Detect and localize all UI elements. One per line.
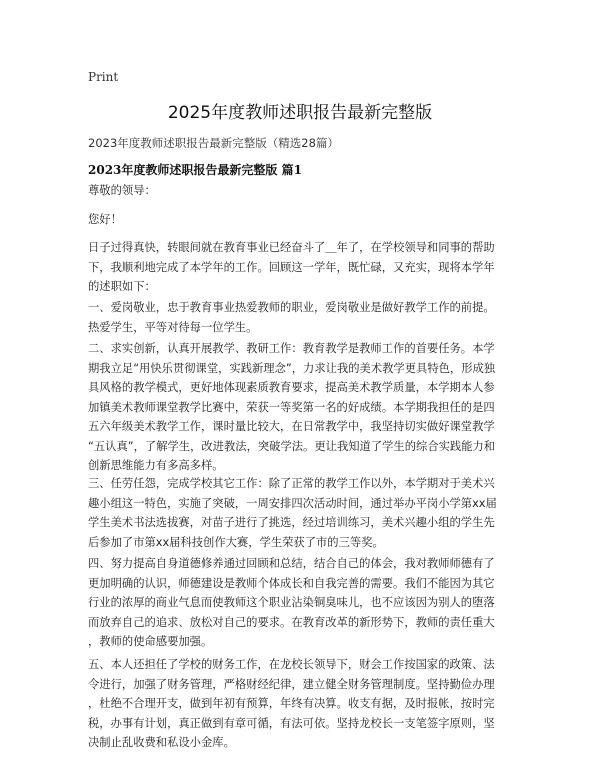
- paragraph-line: 趣小组这一特色，实施了突破，一周安排四次活动时间，通过举办平岗小学第xx届: [88, 496, 497, 510]
- section-one-paragraph: [88, 298, 518, 337]
- paragraph-line: 税，办事有计划，真正做到有章可循，有法可依。坚持龙校长一支笔签字原则，坚: [88, 716, 495, 730]
- paragraph-line: 日子过得真快，转眼间就在教育事业已经奋斗了＿年了，在学校领导和同事的帮助: [88, 241, 495, 254]
- section-five-paragraph: [88, 655, 518, 753]
- print-link[interactable]: Print: [88, 70, 119, 84]
- section-four-paragraph: [88, 554, 518, 652]
- paragraph-line: 尊敬的领导：: [88, 184, 156, 197]
- document-subtitle: 2023年度教师述职报告最新完整版（精选28篇）: [88, 136, 339, 150]
- paragraph-line: ，杜绝不合理开支，做到年初有预算，年终有决算。收支有据，及时报帐，按时完: [88, 697, 495, 710]
- greeting-paragraph: [88, 210, 518, 230]
- paragraph-line: 一、爱岗敬业，忠于教育事业热爱教师的职业，爱岗敬业是做好教学工作的前提。: [88, 301, 495, 314]
- paragraph-line: 学生美术书法选拔赛，对苗子进行了挑选，经过培训练习，美术兴趣小组的学生先: [88, 516, 495, 529]
- paragraph-line: 决制止乱收费和私设小金库。: [88, 736, 235, 749]
- paragraph-line: 加镇美术教师课堂教学比赛中，荣获一等奖第一名的好成绩。本学期我担任的是四: [88, 400, 495, 414]
- paragraph-line: 令进行，加强了财务管理，严格财经纪律，建立健全财务管理制度。坚持勤俭办理: [88, 677, 495, 691]
- paragraph-line: 行业的浓厚的商业气息而使教师这个职业沾染铜臭味儿，也不应该因为别人的堕落: [88, 596, 495, 609]
- paragraph-line: 您好！: [88, 213, 122, 226]
- paragraph-line: “五认真”，了解学生，改进教法，突破学法。更让我知道了学生的综合实践能力和: [88, 439, 496, 453]
- paragraph-line: 后参加了市第xx届科技创作大赛，学生荣获了市的三等奖。: [88, 535, 384, 549]
- paragraph-line: 期我立足“用快乐贯彻课堂，实践新理念”，力求让我的美术教学更具特色，形成独: [88, 361, 496, 375]
- intro-paragraph: [88, 238, 518, 297]
- section-three-paragraph: [88, 474, 518, 552]
- page-title: 2025年度教师述职报告最新完整版: [167, 103, 433, 123]
- paragraph-line: ，教师的使命感要加强。: [88, 635, 213, 648]
- paragraph-line: 下，我顺利地完成了本学年的工作。回顾这一学年，既忙碌，又充实，现将本学年: [88, 260, 495, 274]
- paragraph-line: 热爱学生，平等对待每一位学生。: [88, 320, 258, 334]
- paragraph-line: 五六年级美术教学工作，课时量比较大，在日常教学中，我坚持切实做好课堂教学: [88, 420, 495, 433]
- paragraph-line: 四、努力提高自身道德修养通过回顾和总结，结合自己的体会，我对教师师德有了: [88, 557, 495, 570]
- paragraph-line: 五、本人还担任了学校的财务工作，在龙校长领导下，财会工作按国家的政策、法: [88, 658, 495, 671]
- paragraph-line: 三、任劳任怨，完成学校其它工作：除了正常的教学工作以外，本学期对于美术兴: [88, 477, 495, 490]
- section-two-paragraph: [88, 339, 518, 476]
- paragraph-line: 二、求实创新，认真开展教学、教研工作：教育教学是教师工作的首要任务。本学: [88, 342, 495, 355]
- paragraph-line: 而放弃自己的追求、放松对自己的要求。在教育改革的新形势下，教师的责任重大: [88, 615, 495, 629]
- paragraph-line: 更加明确的认识，师德建设是教师个体成长和自我完善的需要。我们不能因为其它: [88, 576, 495, 590]
- paragraph-line: 具风格的教学模式，更好地体现素质教育要求，提高美术教学质量，本学期本人参: [88, 381, 495, 394]
- paragraph-line: 的述职如下：: [88, 280, 156, 293]
- section-heading: 2023年度教师述职报告最新完整版 篇1: [88, 163, 302, 177]
- salutation-paragraph: [88, 181, 518, 201]
- paragraph-line: 创新思维能力有多高多样。: [88, 459, 224, 472]
